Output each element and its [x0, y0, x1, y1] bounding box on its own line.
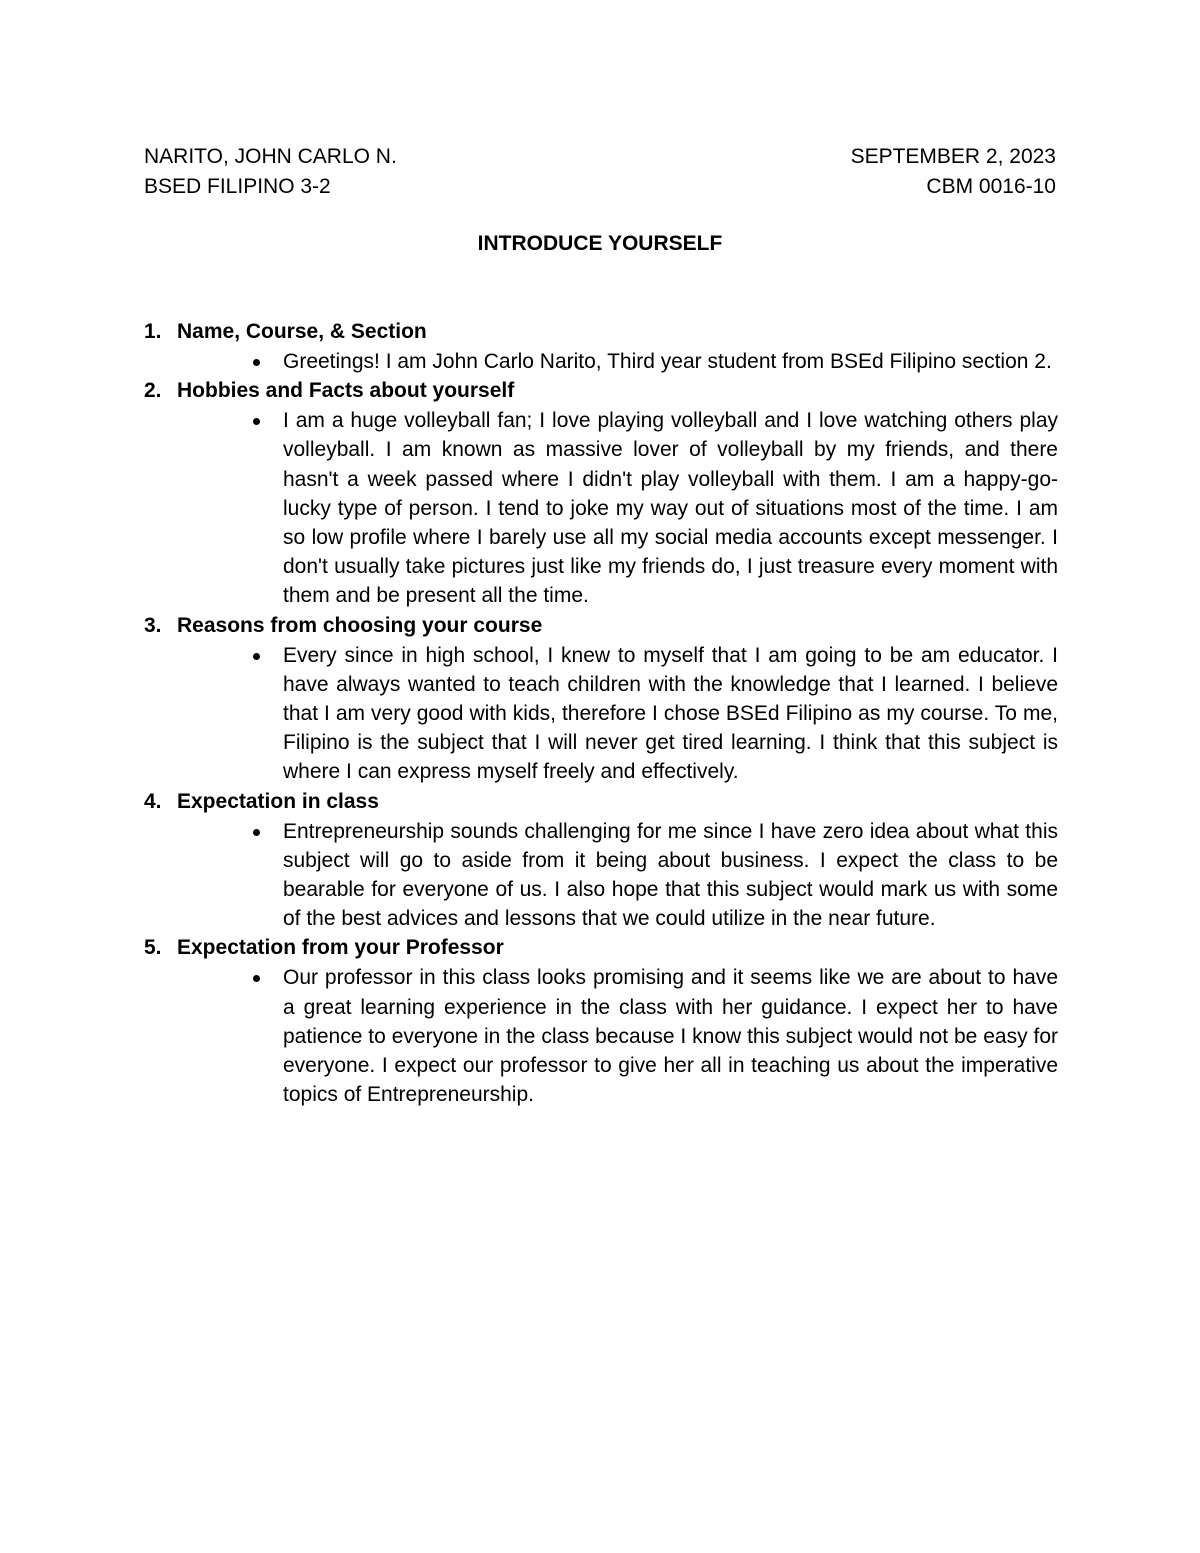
bullet-text: Every since in high school, I knew to myself that I am going to be am educator. I have always wanted to teach children with the knowledge that I learned. I believe that I am very good with kids, therefore I chose BSEd Filipino as my course. To me, Filipino is the subject that I will never get tired learning. I think that this subject is where I can express myself freely and effectively. [283, 643, 1058, 784]
section-heading-text: Name, Course, & Section [177, 320, 427, 343]
section-item [144, 933, 1058, 1109]
course-code: CBM 0016-10 [926, 175, 1056, 198]
bullet-text: Greetings! I am John Carlo Narito, Third year student from BSEd Filipino section 2. [283, 350, 1052, 373]
section-item [144, 787, 1058, 934]
section-heading [144, 376, 1058, 406]
section-heading [144, 787, 1058, 817]
bullet-dot-icon [240, 963, 283, 1109]
section-heading-text: Expectation in class [177, 789, 379, 813]
bullet-text: I am a huge volleyball fan; I love playing volleyball and I love watching others play volleyball. I am known as massive lover of volleyball by my friends, and there hasn't a week passed where I didn't play volleyball with them. I am a happy-go-lucky type of person. I tend to joke my way out of situations most of the time. I am so low profile where I barely use all my social media accounts except messenger. I don't usually take pictures just like my friends do, I just treasure every moment with them and be present all the time. [283, 409, 1058, 608]
header-row-2 [144, 172, 1056, 202]
bullet-list [144, 347, 1058, 376]
bullet-item [240, 817, 1058, 934]
section-item [144, 376, 1058, 610]
bullet-list [144, 406, 1058, 610]
section-number: 4. [144, 789, 162, 813]
section-number: 1. [144, 320, 162, 343]
section-item [144, 317, 1058, 376]
document-title: INTRODUCE YOURSELF [477, 232, 723, 255]
bullet-list [144, 641, 1058, 787]
section-number: 5. [144, 936, 162, 960]
student-program: BSED FILIPINO 3-2 [144, 175, 331, 198]
document-date: SEPTEMBER 2, 2023 [850, 145, 1056, 168]
bullet-item [240, 641, 1058, 787]
section-heading [144, 317, 1058, 347]
student-name: NARITO, JOHN CARLO N. [144, 145, 397, 168]
bullet-item [240, 347, 1058, 376]
bullet-item [240, 406, 1058, 610]
bullet-dot-icon [240, 641, 283, 787]
section-number: 2. [144, 379, 162, 403]
bullet-item [240, 963, 1058, 1109]
section-heading [144, 611, 1058, 641]
section-heading [144, 933, 1058, 963]
section-heading-text: Reasons from choosing your course [177, 613, 543, 637]
bullet-dot-icon [240, 406, 283, 610]
section-item [144, 611, 1058, 787]
section-heading-text: Expectation from your Professor [177, 936, 504, 960]
bullet-dot-icon [240, 347, 283, 376]
section-number: 3. [144, 613, 162, 637]
bullet-text: Entrepreneurship sounds challenging for me since I have zero idea about what this subject will go to aside from it being about business. I expect the class to be bearable for everyone of us. I also hope that this subject would mark us with some of the best advices and lessons that we could utilize in the near future. [283, 819, 1058, 931]
bullet-dot-icon [240, 817, 283, 934]
header-row-1 [144, 142, 1056, 172]
bullet-list [144, 817, 1058, 934]
document-header [144, 142, 1056, 202]
section-list [144, 317, 1058, 1109]
bullet-list [144, 963, 1058, 1109]
section-heading-text: Hobbies and Facts about yourself [177, 379, 515, 403]
bullet-text: Our professor in this class looks promising and it seems like we are about to have a great learning experience in the class with her guidance. I expect her to have patience to everyone in the class because I know this subject would not be easy for everyone. I expect our professor to give her all in teaching us about the imperative topics of Entrepreneurship. [283, 966, 1058, 1107]
